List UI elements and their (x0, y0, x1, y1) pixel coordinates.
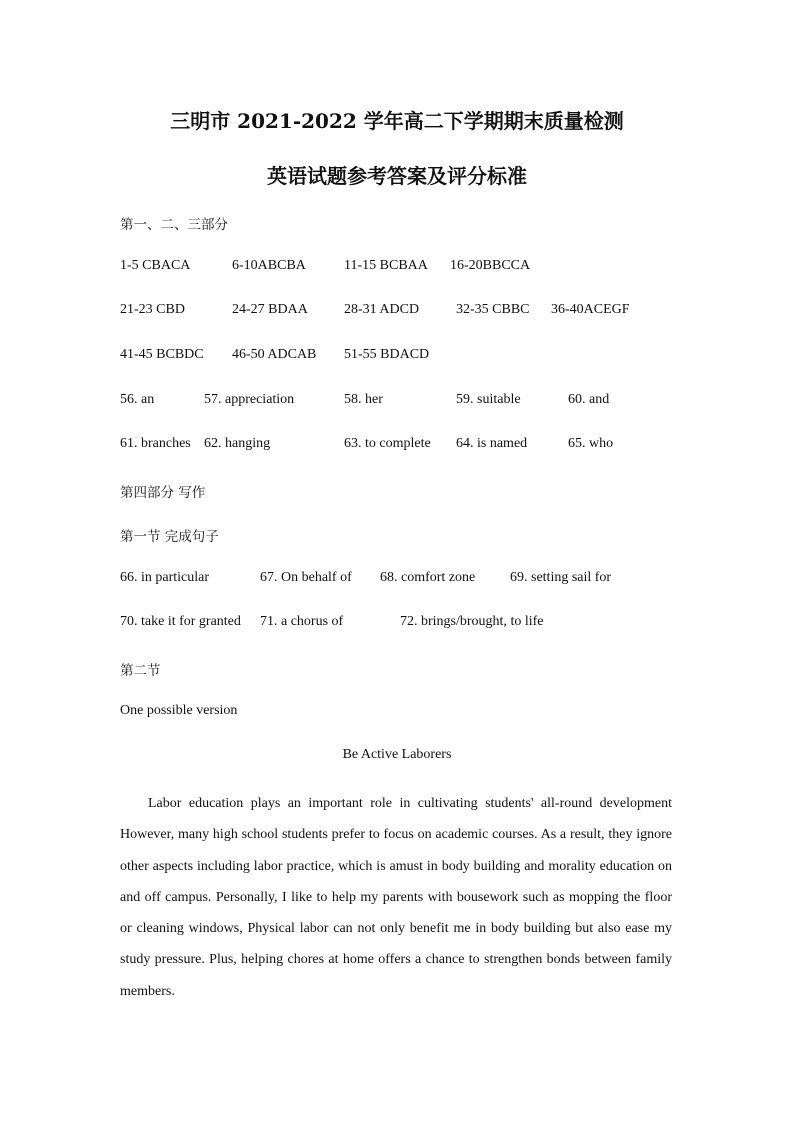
answer-item: 57. appreciation (204, 392, 295, 407)
document-subtitle: 英语试题参考答案及评分标准 (267, 164, 527, 188)
answer-item: 41-45 BCBDC (120, 347, 204, 362)
answer-item: 62. hanging (204, 436, 271, 451)
section2-heading: 第二节 (120, 663, 161, 679)
answer-item: 16-20BBCCA (450, 258, 531, 273)
part1-heading: 第一、二、三部分 (120, 217, 228, 233)
section1-heading: 第一节 完成句子 (120, 529, 219, 545)
answer-item: 72. brings/brought, to life (400, 614, 544, 629)
answer-item: 68. comfort zone (380, 570, 476, 585)
answer-item: 56. an (120, 392, 155, 407)
answer-item: 69. setting sail for (510, 570, 612, 585)
answer-item: 67. On behalf of (260, 570, 352, 585)
answer-item: 11-15 BCBAA (344, 258, 428, 273)
answer-item: 64. is named (456, 436, 528, 451)
answer-item: 61. branches (120, 436, 191, 451)
answer-item: 58. her (344, 392, 383, 407)
answer-item: 63. to complete (344, 436, 431, 451)
essay-title: Be Active Laborers (342, 747, 452, 762)
answer-item: 59. suitable (456, 392, 521, 407)
document-title: 三明市 2021-2022 学年高二下学期期末质量检测 (170, 109, 624, 133)
answer-item: 66. in particular (120, 570, 210, 585)
answer-item: 21-23 CBD (120, 302, 185, 317)
answer-item: 60. and (568, 392, 610, 407)
answer-item: 32-35 CBBC (456, 302, 530, 317)
answer-item: 70. take it for granted (120, 614, 241, 629)
part4-heading: 第四部分 写作 (120, 485, 206, 501)
answer-item: 36-40ACEGF (551, 302, 630, 317)
answer-item: 6-10ABCBA (232, 258, 306, 273)
essay-body: Labor education plays an important role in cultivating students' all-round development However, many high school students prefer to focus on academic courses. As a result, they ignore other aspects including labor practice, which is amust in body building and morality education on and off campus. Personally, I like to help my parents with bousework such as mopping the floor or cleaning windows, Physical labor can not only benefit me in body building but also ease my study pressure. Plus, helping chores at home offers a chance to strengthen bonds between family members. (120, 796, 672, 999)
answer-item: 24-27 BDAA (232, 302, 308, 317)
answer-item: 1-5 CBACA (120, 258, 191, 273)
answer-item: 28-31 ADCD (344, 302, 420, 317)
answer-item: 51-55 BDACD (344, 347, 430, 362)
answer-item: 71. a chorus of (260, 614, 344, 629)
answer-item: 46-50 ADCAB (232, 347, 317, 362)
version-label: One possible version (120, 703, 238, 718)
answer-item: 65. who (568, 436, 614, 451)
